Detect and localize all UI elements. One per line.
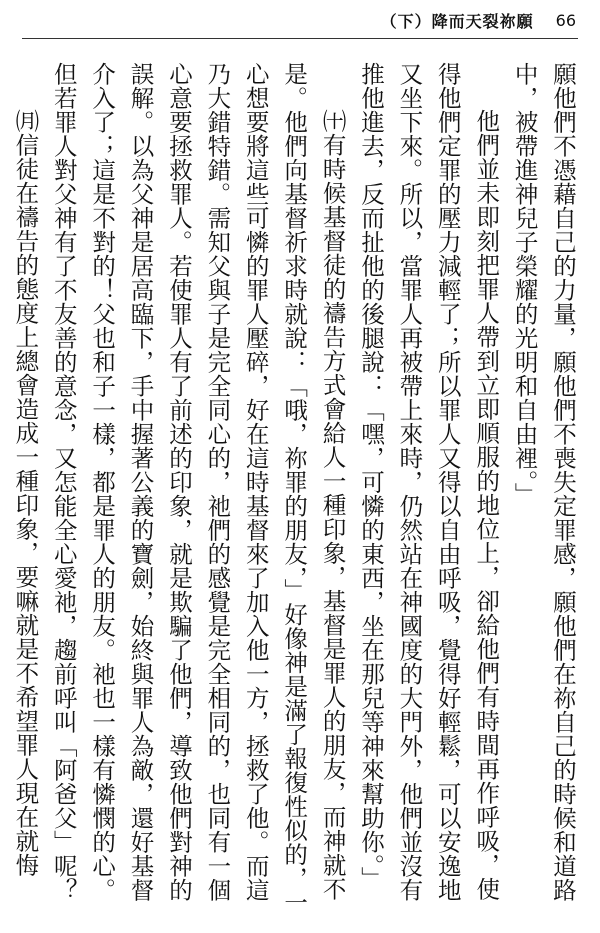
chapter-title: （下）降而天裂祢願 <box>380 11 534 31</box>
paragraph-point-10: ㈩有時候基督徒的禱告方式會給人一種印象，基督是罪人的朋友，而神就不是。他們向基督祈求時就說：「哦，祢罪的朋友，」好像神是滿了報復性似的，一心想要將這些可憐的罪人壓碎，好在這時基督來了加入他一方，拯救了他。而這乃大錯特錯。需知父與子是完全同心的，祂們的感覺是完全相同的，也同有一個心意要拯救罪人。若使罪人有了前述的印象，就是欺騙了他們，導致他們對神的誤解。以為父神是居高臨下，手中握著公義的寶劍，始終與罪人為敵，還好基督介入了；這是不對的！父也和子一樣，都是罪人的朋友。祂也一樣有憐憫的心。但若罪人對父神有了不友善的意念，又怎能全心愛祂，趨前呼叫「阿爸父」呢？ <box>49 62 347 915</box>
paragraph-point-11: ㈪信徒在禱告的態度上總會造成一種印象，要嘛就是不希望罪人現在就悔 <box>11 109 40 877</box>
running-header <box>24 6 576 34</box>
header-divider <box>22 38 578 39</box>
vertical-text-body <box>11 62 582 920</box>
page-number: 66 <box>555 10 576 30</box>
paragraph: 他們並未即刻把罪人帶到立即順服的地位上，卻給他們有時間再作呼吸，使得他們定罪的壓力減輕了；所以罪人又得以自由呼吸，覺得好輕鬆，可以安逸地又坐下來。所以，當罪人再被帶上來時，仍然站在神國度的大門外，他們並沒有推他進去，反而扯他的後腿說：「嘿，可憐的東西，坐在那兒等神來幫助你。」 <box>356 62 501 902</box>
paragraph-continuation: 願他們不憑藉自己的力量，願他們不喪失定罪感，願他們在祢自己的時候和道路中，被帶進神兒子榮耀的光明和自由裡。」 <box>510 62 577 902</box>
